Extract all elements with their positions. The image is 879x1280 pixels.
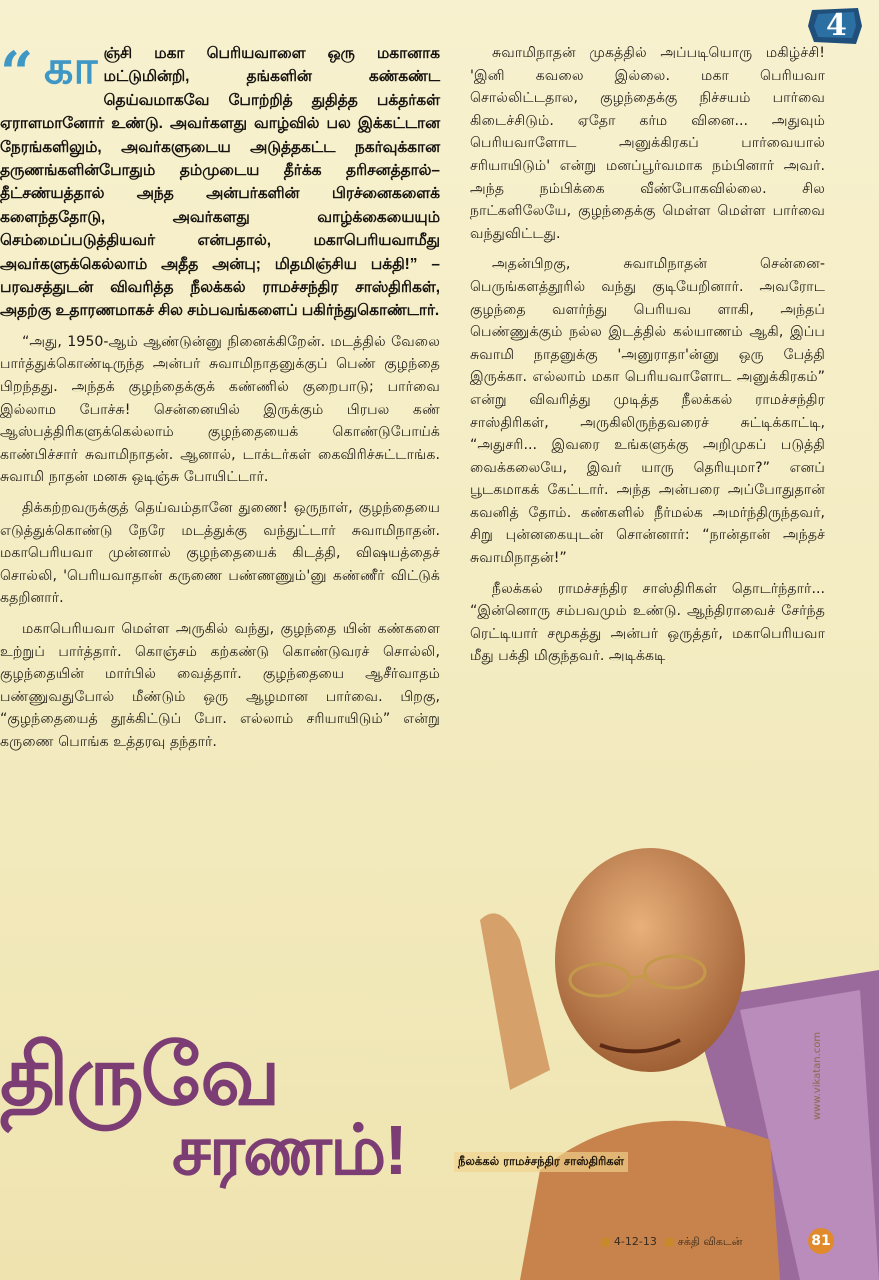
body-paragraph: நீலக்கல் ராமச்சந்திர சாஸ்திரிகள் தொடர்ந்தார்... “இன்னொரு சம்பவமும் உண்டு. ஆந்திராவைச் சேர்ந்த ரெட்டியார் சமூகத்து அன்பர் ஒருத்தர், மகாபெரியவா மீது பக்தி மிகுந்தவர். அடிக்கடி xyxy=(470,580,825,665)
drop-cap: கா xyxy=(44,41,96,93)
lead-text: ஞ்சி மகா பெரியவாளை ஒரு மகானாக மட்டுமின்றி, தங்களின் கண்கண்ட தெய்வமாகவே போற்றித் துதித்த பக்தர்கள் ஏராளமானோர் உண்டு. அவர்களது வாழ்வில் பல இக்கட்டான நேரங்களிலும், அவர்களுடைய அடுத்தகட்ட நகர்வுக்கான தருணங்களின்போதும் தம்முடைய தீர்க்க தரிசனத்தால்– தீட்சண்யத்தால் அந்த அன்பர்களின் பிரச்னைகளைக் களைந்ததோடு, அவர்களது வாழ்க்கையையும் செம்மைப்படுத்தியவர் என்பதால், மகாபெரியவாமீது அவர்களுக்கெல்லாம் அதீத அன்பு; மிதமிஞ்சிய பக்தி!” – பரவசத்துடன் விவரித்த நீலக்கல் ராமச்சந்திர சாஸ்திரிகள், அதற்கு உதாரணமாகச் சில சம்பவங்களைப் பகிர்ந்துகொண்டார். xyxy=(0,45,440,320)
body-paragraph: “அது, 1950-ஆம் ஆண்டுன்னு நினைக்கிறேன். மடத்தில் வேலை பார்த்துக்கொண்டிருந்த அன்பர் சுவாமிநாதனுக்குப் பெண் குழந்தை பிறந்தது. அந்தக் குழந்தைக்குக் கண்ணில் குறைபாடு; பார்வை இல்லாம போச்சு! சென்னையில் இருக்கும் பிரபல கண் ஆஸ்பத்திரிகளுக்கெல்லாம் குழந்தையைக் கொண்டுபோய்க் காண்பிச்சார் சுவாமிநாதன். ஆனால், டாக்டர்கள் கைவிரிச்சுட்டாங்க. சுவாமி நாதன் மனசு ஒடிஞ்சு போயிட்டார். xyxy=(0,333,440,486)
body-paragraph: திக்கற்றவருக்குத் தெய்வம்தானே துணை! ஒருநாள், குழந்தையை எடுத்துக்கொண்டு நேரே மடத்துக்கு வந்துட்டார் சுவாமிநாதன். மகாபெரியவா முன்னால் குழந்தையைக் கிடத்தி, விஷயத்தைச் சொல்லி, 'பெரியவாதான் கருணை பண்ணணும்'னு கண்ணீர் விட்டுக் கதறினார். xyxy=(0,500,440,607)
opening-quote-mark: “ xyxy=(0,39,34,107)
page-footer: ■ 4-12-13 ■ சக்தி விகடன் xyxy=(600,1235,743,1248)
page-number: 81 xyxy=(808,1228,834,1254)
article-title-line-1: திருவே xyxy=(0,1028,278,1122)
article-title-line-2: சரணம்! xyxy=(172,1111,406,1189)
magazine-name: சக்தி விகடன் xyxy=(677,1235,743,1248)
body-paragraph: சுவாமிநாதன் முகத்தில் அப்படியொரு மகிழ்ச்சி! 'இனி கவலை இல்லை. மகா பெரியவா சொல்லிட்டதால, குழந்தைக்கு நிச்சயம் பார்வை கிடைச்சிடும். ஏதோ கர்ம வினை... அதுவும் பெரியவாளோட அனுக்கிரகப் பார்வையால் சரியாயிடும்' என்று மனப்பூர்வமாக நம்பினார் அவர். அந்த நம்பிக்கை வீண்போகவில்லை. சில நாட்களிலேயே, குழந்தைக்கு மெள்ள மெள்ள பார்வை வந்துவிட்டது. xyxy=(470,45,825,242)
photo-caption: நீலக்கல் ராமச்சந்திர சாஸ்திரிகள் xyxy=(454,1152,628,1172)
section-number: 4 xyxy=(826,8,847,43)
body-paragraph: அதன்பிறகு, சுவாமிநாதன் சென்னை-பெருங்களத்தூரில் வந்து குடியேறினார். அவரோட குழந்தை வளர்ந்து பெரியவ ளாகி, அந்தப் பெண்ணுக்கும் நல்ல இடத்தில் கல்யாணம் ஆகி, இப்ப சுவாமி நாதனுக்கு 'அனுராதா'ன்னு ஒரு பேத்தி இருக்கா. எல்லாம் மகா பெரியவாளோட அனுக்கிரகம்” என்று விவரித்து முடித்த நீலக்கல் ராமச்சந்திர சாஸ்திரிகள், அருகிலிருந்தவரைச் சுட்டிக்காட்டி, “அதுசரி... இவரை உங்களுக்கு அறிமுகப் படுத்தி வைக்கலையே, இவர் யாரு தெரியுமா?” எனப் பூடகமாகக் கேட்டார். அந்த அன்பரை அப்போதுதான் கவனித் தோம். கண்களில் நீர்மல்க அமர்ந்திருந்தவர், சிறு புன்னகையுடன் சொன்னார்: “நான்தான் அந்தச் சுவாமிநாதன்!” xyxy=(470,256,825,567)
issue-date: 4-12-13 xyxy=(613,1235,657,1248)
left-column xyxy=(0,39,440,762)
right-column xyxy=(470,42,825,676)
lead-paragraph xyxy=(0,39,440,323)
watermark: www.vikatan.com xyxy=(812,1031,823,1120)
body-paragraph: மகாபெரியவா மெள்ள அருகில் வந்து, குழந்தை யின் கண்களை உற்றுப் பார்த்தார். கொஞ்சம் கற்கண்டு கொண்டுவரச் சொல்லி, குழந்தையின் மார்பில் வைத்தார். குழந்தையை ஆசீர்வாதம் பண்ணுவதுபோல் மீண்டும் ஒரு ஆழமான பார்வை. பிறகு, “குழந்தையைத் தூக்கிட்டுப் போ. எல்லாம் சரியாயிடும்” என்று கருணை பொங்க உத்தரவு தந்தார். xyxy=(0,621,440,750)
